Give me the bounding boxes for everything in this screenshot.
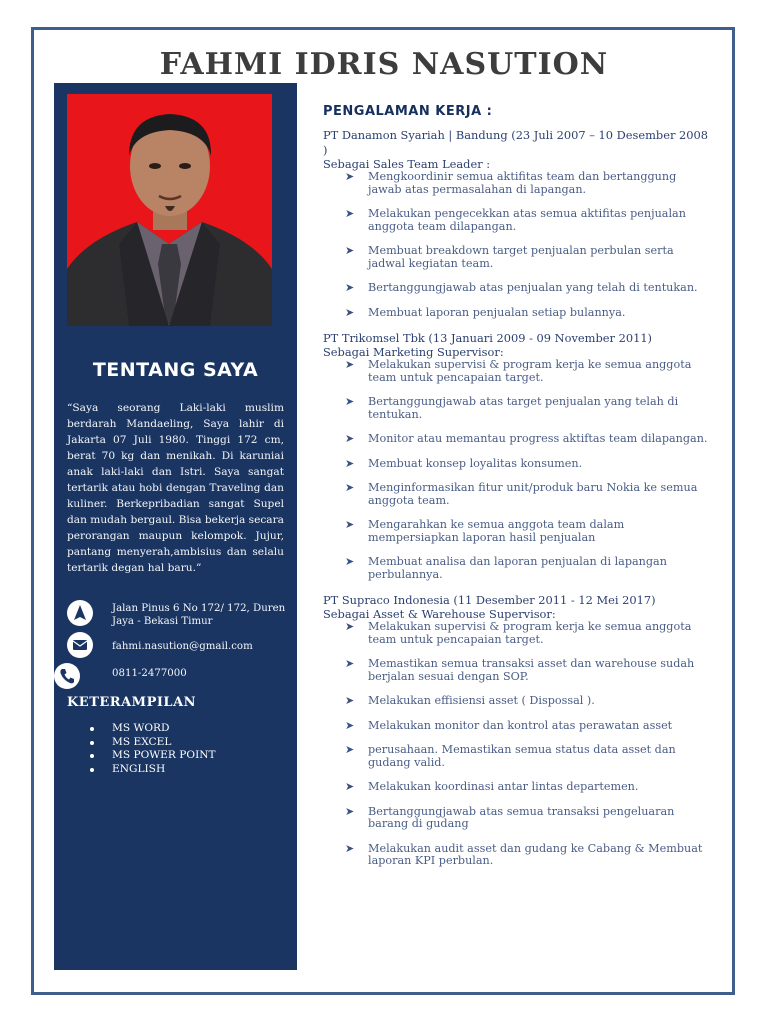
envelope-icon bbox=[67, 632, 93, 658]
job-entry-danamon bbox=[323, 128, 713, 319]
list-item: ➤ Melakukan koordinasi antar lintas departemen. bbox=[345, 780, 639, 793]
navigation-arrow-icon bbox=[67, 600, 93, 626]
list-item: ➤ Monitor atau memantau progress aktiftas team dilapangan. bbox=[345, 432, 708, 445]
job-duties bbox=[323, 359, 713, 581]
job-role: Sebagai Marketing Supervisor: bbox=[323, 345, 504, 359]
email-link[interactable]: fahmi.nasution@gmail.com bbox=[112, 641, 253, 652]
job-duties bbox=[323, 171, 713, 319]
list-item: ➤ Melakukan effisiensi asset ( Dispossal ). bbox=[345, 694, 595, 707]
job-role: Sebagai Sales Team Leader : bbox=[323, 157, 491, 171]
about-text: “Saya seorang Laki-laki muslim berdarah Mandaeling, Saya lahir di Jakarta 07 Juli 1980. Tinggi 172 cm, berat 70 kg dan menikah. Di karuniai anak laki-laki dan Istri. Saya sangat tertarik atau hobi dengan Traveling dan kuliner. Berkepribadian sangat Supel dan mudah bergaul. Bisa bekerja secara perorangan maupun kelompok. Jujur, pantang menyerah,ambisius dan selalu tertarik degan hal baru.” bbox=[67, 402, 285, 574]
arrow-bullet-icon: ➤ bbox=[345, 432, 355, 445]
arrow-bullet-icon: ➤ bbox=[345, 555, 355, 568]
sidebar bbox=[54, 83, 297, 970]
list-item: ➤ Membuat breakdown target penjualan perbulan serta jadwal kegiatan team. bbox=[345, 244, 674, 270]
list-item: ➤ Melakukan supervisi & program kerja ke semua anggota team untuk pencapaian target. bbox=[345, 358, 692, 384]
arrow-bullet-icon: ➤ bbox=[345, 620, 355, 633]
skills-list bbox=[88, 722, 216, 776]
job-role: Sebagai Asset & Warehouse Supervisor: bbox=[323, 607, 556, 621]
arrow-bullet-icon: ➤ bbox=[345, 518, 355, 531]
arrow-bullet-icon: ➤ bbox=[345, 305, 355, 319]
list-item: ➤ Bertanggungjawab atas semua transaksi pengeluaran barang di gudang bbox=[345, 804, 675, 830]
list-item: ➤ perusahaan. Memastikan semua status data asset dan gudang valid. bbox=[345, 743, 676, 769]
arrow-bullet-icon: ➤ bbox=[345, 780, 355, 793]
arrow-bullet-icon: ➤ bbox=[345, 281, 355, 294]
arrow-bullet-icon: ➤ bbox=[345, 841, 355, 855]
job-entry-trikomsel bbox=[323, 331, 713, 581]
list-item: ➤ Bertanggungjawab atas penjualan yang telah di tentukan. bbox=[345, 281, 698, 294]
address-text: Jalan Pinus 6 No 172/ 172, Duren Jaya - Bekasi Timur bbox=[112, 603, 286, 627]
resume-name: FAHMI IDRIS NASUTION bbox=[159, 47, 609, 82]
job-duties bbox=[323, 621, 713, 868]
arrow-bullet-icon: ➤ bbox=[345, 207, 355, 220]
experience-title: PENGALAMAN KERJA : bbox=[323, 104, 493, 119]
list-item: ➤ Melakukan supervisi & program kerja ke semua anggota team untuk pencapaian target. bbox=[345, 620, 692, 646]
skill-item: MS POWER POINT bbox=[88, 749, 216, 763]
arrow-bullet-icon: ➤ bbox=[345, 481, 355, 494]
phone-icon bbox=[54, 663, 80, 689]
list-item: ➤ Memastikan semua transaksi asset dan warehouse sudah berjalan sesuai dengan SOP. bbox=[345, 657, 695, 683]
skills-title: KETERAMPILAN bbox=[67, 695, 197, 710]
arrow-bullet-icon: ➤ bbox=[345, 358, 355, 371]
arrow-bullet-icon: ➤ bbox=[345, 456, 355, 470]
arrow-bullet-icon: ➤ bbox=[345, 743, 355, 756]
profile-photo-illustration bbox=[67, 94, 272, 326]
about-title: TENTANG SAYA bbox=[92, 359, 259, 381]
list-item: ➤ Membuat analisa dan laporan penjualan di lapangan perbulannya. bbox=[345, 555, 667, 581]
arrow-bullet-icon: ➤ bbox=[345, 244, 355, 257]
skill-item: MS WORD bbox=[88, 722, 216, 736]
job-entry-supraco bbox=[323, 593, 713, 868]
list-item: ➤ Mengarahkan ke semua anggota team dalam mempersiapkan laporan hasil penjualan bbox=[345, 518, 625, 544]
profile-photo bbox=[67, 94, 272, 326]
list-item: ➤ Melakukan monitor dan kontrol atas perawatan asset bbox=[345, 718, 673, 732]
list-item: ➤ Melakukan pengecekkan atas semua aktifitas penjualan anggota team dilapangan. bbox=[345, 207, 686, 233]
list-item: ➤ Bertanggungjawab atas target penjualan yang telah di tentukan. bbox=[345, 395, 679, 421]
arrow-bullet-icon: ➤ bbox=[345, 170, 355, 183]
arrow-bullet-icon: ➤ bbox=[345, 804, 355, 818]
list-item: ➤ Mengkoordinir semua aktifitas team dan bertanggung jawab atas permasalahan di lapangan. bbox=[345, 170, 677, 196]
arrow-bullet-icon: ➤ bbox=[345, 694, 355, 707]
arrow-bullet-icon: ➤ bbox=[345, 657, 355, 670]
job-company: PT Danamon Syariah | Bandung (23 Juli 2007 – 10 Desember 2008 ) bbox=[323, 128, 709, 157]
list-item: ➤ Membuat konsep loyalitas konsumen. bbox=[345, 456, 583, 470]
arrow-bullet-icon: ➤ bbox=[345, 395, 355, 408]
list-item: ➤ Membuat laporan penjualan setiap bulannya. bbox=[345, 305, 626, 319]
list-item: ➤ Melakukan audit asset dan gudang ke Cabang & Membuat laporan KPI perbulan. bbox=[345, 841, 703, 867]
skill-item: ENGLISH bbox=[88, 763, 216, 777]
job-company: PT Supraco Indonesia (11 Desember 2011 - 12 Mei 2017) bbox=[323, 593, 656, 607]
skill-item: MS EXCEL bbox=[88, 736, 216, 750]
arrow-bullet-icon: ➤ bbox=[345, 718, 355, 732]
job-company: PT Trikomsel Tbk (13 Januari 2009 - 09 November 2011) bbox=[323, 331, 653, 345]
phone-text: 0811-2477000 bbox=[112, 668, 187, 679]
list-item: ➤ Menginformasikan fitur unit/produk baru Nokia ke semua anggota team. bbox=[345, 481, 698, 507]
experience-section bbox=[323, 104, 713, 880]
